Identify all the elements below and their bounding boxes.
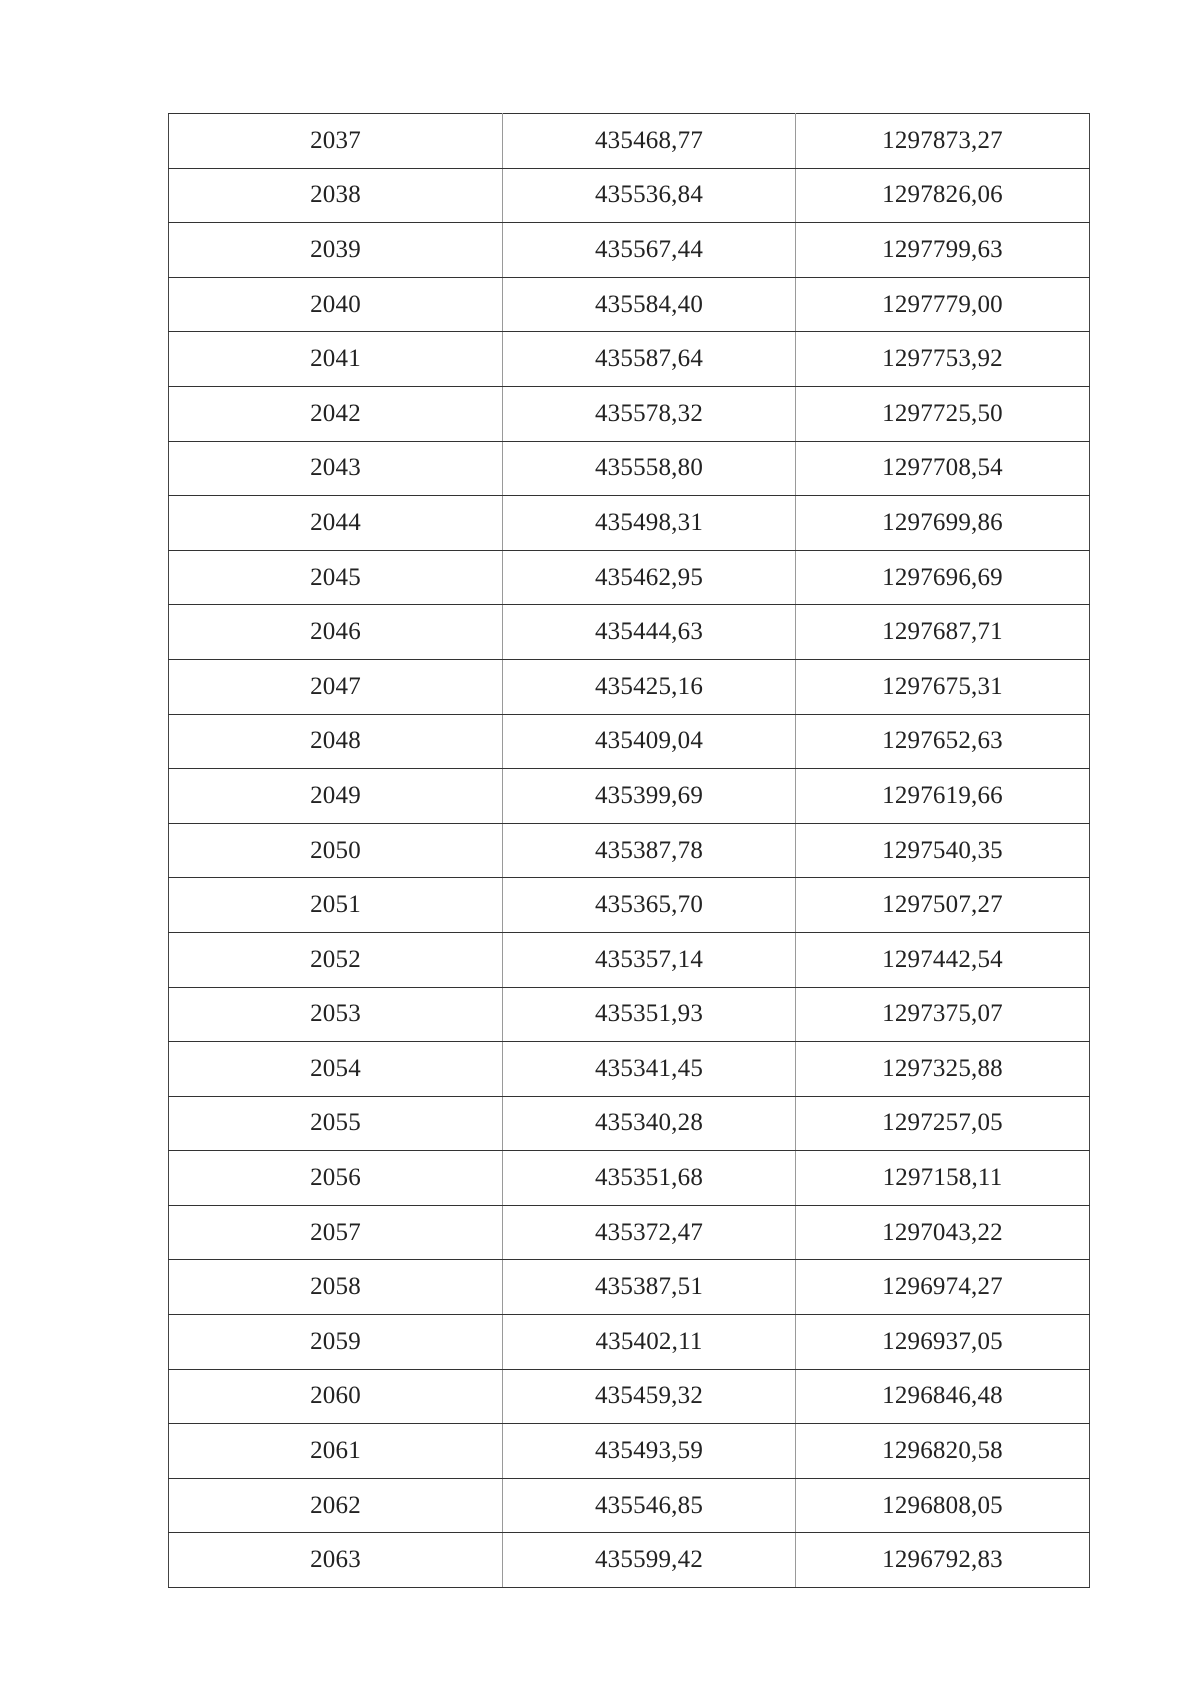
x-coordinate-cell: 435402,11: [503, 1315, 796, 1370]
x-coordinate-cell: 435462,95: [503, 550, 796, 605]
x-coordinate-cell: 435340,28: [503, 1096, 796, 1151]
point-number-cell: 2044: [169, 496, 503, 551]
x-coordinate-cell: 435493,59: [503, 1424, 796, 1479]
x-coordinate-cell: 435387,78: [503, 823, 796, 878]
y-coordinate-cell: 1297779,00: [796, 277, 1090, 332]
x-coordinate-cell: 435372,47: [503, 1205, 796, 1260]
x-coordinate-cell: 435399,69: [503, 769, 796, 824]
x-coordinate-cell: 435578,32: [503, 386, 796, 441]
y-coordinate-cell: 1296792,83: [796, 1533, 1090, 1588]
point-number-cell: 2042: [169, 386, 503, 441]
point-number-cell: 2045: [169, 550, 503, 605]
y-coordinate-cell: 1297699,86: [796, 496, 1090, 551]
x-coordinate-cell: 435546,85: [503, 1478, 796, 1533]
point-number-cell: 2054: [169, 1042, 503, 1097]
point-number-cell: 2056: [169, 1151, 503, 1206]
table-row: [169, 1369, 1090, 1424]
table-row: [169, 277, 1090, 332]
point-number-cell: 2041: [169, 332, 503, 387]
point-number-cell: 2046: [169, 605, 503, 660]
y-coordinate-cell: 1297375,07: [796, 987, 1090, 1042]
x-coordinate-cell: 435558,80: [503, 441, 796, 496]
table-row: [169, 441, 1090, 496]
table-row: [169, 1533, 1090, 1588]
point-number-cell: 2040: [169, 277, 503, 332]
y-coordinate-cell: 1297325,88: [796, 1042, 1090, 1097]
table-row: [169, 386, 1090, 441]
x-coordinate-cell: 435444,63: [503, 605, 796, 660]
table-row: [169, 605, 1090, 660]
y-coordinate-cell: 1296820,58: [796, 1424, 1090, 1479]
table-row: [169, 823, 1090, 878]
table-row: [169, 1096, 1090, 1151]
table-row: [169, 1478, 1090, 1533]
y-coordinate-cell: 1296937,05: [796, 1315, 1090, 1370]
table-row: [169, 659, 1090, 714]
x-coordinate-cell: 435357,14: [503, 932, 796, 987]
y-coordinate-cell: 1296808,05: [796, 1478, 1090, 1533]
table-row: [169, 1205, 1090, 1260]
point-number-cell: 2055: [169, 1096, 503, 1151]
point-number-cell: 2043: [169, 441, 503, 496]
x-coordinate-cell: 435351,93: [503, 987, 796, 1042]
x-coordinate-cell: 435584,40: [503, 277, 796, 332]
x-coordinate-cell: 435341,45: [503, 1042, 796, 1097]
point-number-cell: 2048: [169, 714, 503, 769]
table-row: [169, 1315, 1090, 1370]
x-coordinate-cell: 435365,70: [503, 878, 796, 933]
point-number-cell: 2047: [169, 659, 503, 714]
y-coordinate-cell: 1297753,92: [796, 332, 1090, 387]
point-number-cell: 2050: [169, 823, 503, 878]
x-coordinate-cell: 435599,42: [503, 1533, 796, 1588]
table-row: [169, 932, 1090, 987]
x-coordinate-cell: 435459,32: [503, 1369, 796, 1424]
y-coordinate-cell: 1297619,66: [796, 769, 1090, 824]
point-number-cell: 2062: [169, 1478, 503, 1533]
y-coordinate-cell: 1297257,05: [796, 1096, 1090, 1151]
point-number-cell: 2059: [169, 1315, 503, 1370]
point-number-cell: 2037: [169, 114, 503, 169]
table-row: [169, 496, 1090, 551]
coordinates-table-body: [169, 114, 1090, 1588]
y-coordinate-cell: 1297696,69: [796, 550, 1090, 605]
table-row: [169, 987, 1090, 1042]
point-number-cell: 2052: [169, 932, 503, 987]
y-coordinate-cell: 1297687,71: [796, 605, 1090, 660]
x-coordinate-cell: 435351,68: [503, 1151, 796, 1206]
table-row: [169, 878, 1090, 933]
y-coordinate-cell: 1297725,50: [796, 386, 1090, 441]
x-coordinate-cell: 435425,16: [503, 659, 796, 714]
y-coordinate-cell: 1297799,63: [796, 223, 1090, 278]
y-coordinate-cell: 1297442,54: [796, 932, 1090, 987]
table-row: [169, 1424, 1090, 1479]
table-row: [169, 769, 1090, 824]
table-row: [169, 168, 1090, 223]
table-row: [169, 332, 1090, 387]
table-row: [169, 114, 1090, 169]
table-row: [169, 714, 1090, 769]
point-number-cell: 2063: [169, 1533, 503, 1588]
point-number-cell: 2057: [169, 1205, 503, 1260]
x-coordinate-cell: 435387,51: [503, 1260, 796, 1315]
y-coordinate-cell: 1297873,27: [796, 114, 1090, 169]
x-coordinate-cell: 435498,31: [503, 496, 796, 551]
x-coordinate-cell: 435409,04: [503, 714, 796, 769]
point-number-cell: 2060: [169, 1369, 503, 1424]
x-coordinate-cell: 435468,77: [503, 114, 796, 169]
y-coordinate-cell: 1297507,27: [796, 878, 1090, 933]
table-row: [169, 1260, 1090, 1315]
y-coordinate-cell: 1297043,22: [796, 1205, 1090, 1260]
y-coordinate-cell: 1297652,63: [796, 714, 1090, 769]
table-row: [169, 1151, 1090, 1206]
point-number-cell: 2051: [169, 878, 503, 933]
point-number-cell: 2038: [169, 168, 503, 223]
table-row: [169, 1042, 1090, 1097]
point-number-cell: 2061: [169, 1424, 503, 1479]
coordinates-table: [168, 113, 1090, 1588]
y-coordinate-cell: 1297675,31: [796, 659, 1090, 714]
point-number-cell: 2053: [169, 987, 503, 1042]
point-number-cell: 2039: [169, 223, 503, 278]
point-number-cell: 2049: [169, 769, 503, 824]
y-coordinate-cell: 1297540,35: [796, 823, 1090, 878]
point-number-cell: 2058: [169, 1260, 503, 1315]
x-coordinate-cell: 435567,44: [503, 223, 796, 278]
y-coordinate-cell: 1296846,48: [796, 1369, 1090, 1424]
x-coordinate-cell: 435536,84: [503, 168, 796, 223]
table-row: [169, 223, 1090, 278]
y-coordinate-cell: 1297826,06: [796, 168, 1090, 223]
y-coordinate-cell: 1296974,27: [796, 1260, 1090, 1315]
x-coordinate-cell: 435587,64: [503, 332, 796, 387]
table-row: [169, 550, 1090, 605]
y-coordinate-cell: 1297158,11: [796, 1151, 1090, 1206]
y-coordinate-cell: 1297708,54: [796, 441, 1090, 496]
